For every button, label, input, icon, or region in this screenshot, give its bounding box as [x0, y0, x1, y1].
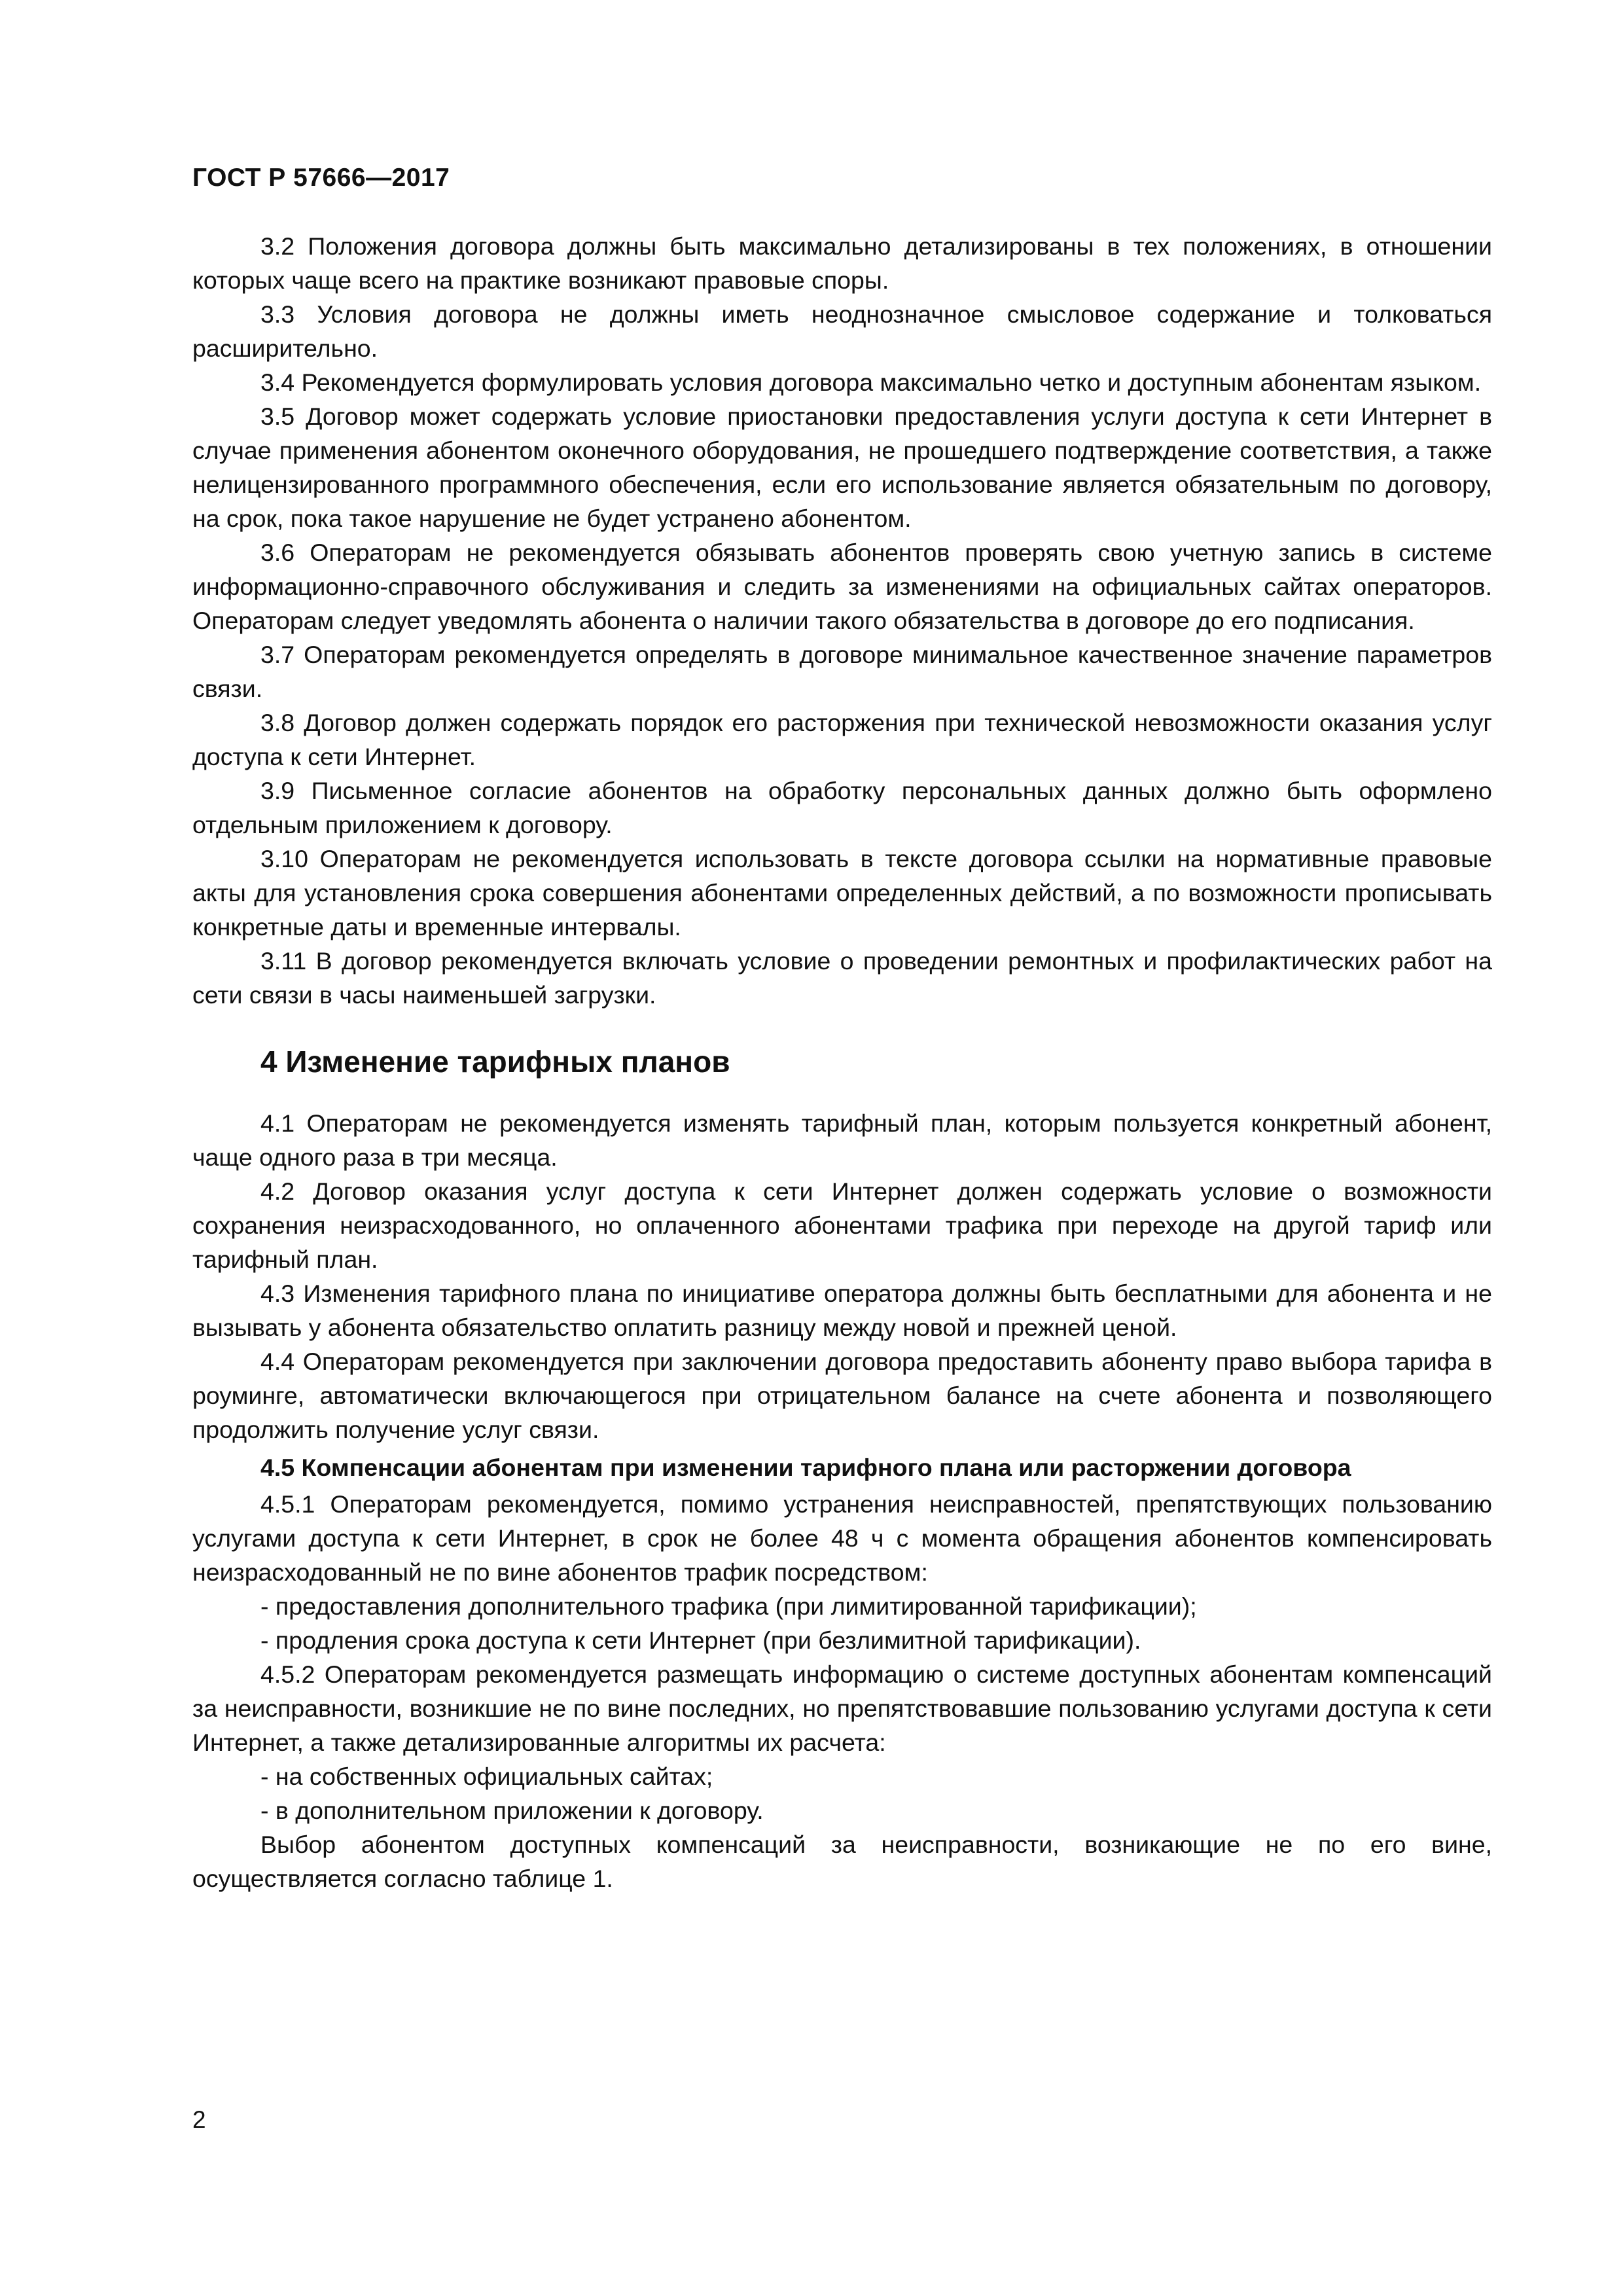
section-4-title: 4 Изменение тарифных планов — [260, 1045, 730, 1079]
standard-code-header: ГОСТ Р 57666—2017 — [192, 164, 450, 192]
paragraph-compensation-choice: Выбор абонентом доступных компенсаций за неисправности, возникающие не по его вине, осуществляется согласно таблице 1. — [192, 1831, 1492, 1892]
paragraph-3-7: 3.7 Операторам рекомендуется определять в договоре минимальное качественное значение параметров связи. — [192, 641, 1492, 702]
list-item: - продления срока доступа к сети Интернет (при безлимитной тарификации). — [260, 1626, 1141, 1654]
list-item: - предоставления дополнительного трафика (при лимитированной тарификации); — [260, 1592, 1197, 1620]
list-item: - на собственных официальных сайтах; — [260, 1763, 713, 1790]
paragraph-4-1: 4.1 Операторам не рекомендуется изменять тарифный план, которым пользуется конкретный абонент, чаще одного раза в три месяца. — [192, 1109, 1492, 1171]
paragraph-3-11: 3.11 В договор рекомендуется включать условие о проведении ремонтных и профилактических работ на сети связи в часы наименьшей загрузки. — [192, 947, 1492, 1009]
paragraph-3-3: 3.3 Условия договора не должны иметь неоднозначное смысловое содержание и толковаться расширительно. — [192, 300, 1492, 362]
list-item: - в дополнительном приложении к договору. — [260, 1797, 764, 1824]
paragraph-3-9: 3.9 Письменное согласие абонентов на обработку персональных данных должно быть оформлено отдельным приложением к договору. — [192, 777, 1492, 838]
paragraph-4-4: 4.4 Операторам рекомендуется при заключении договора предоставить абоненту право выбора тарифа в роуминге, автоматически включающегося при отрицательном балансе на счете абонента и позволяющего продолжить получение услуг связи. — [192, 1348, 1492, 1443]
paragraph-3-5: 3.5 Договор может содержать условие приостановки предоставления услуги доступа к сети Интернет в случае применения абонентом оконечного оборудования, не прошедшего подтверждение соответствия, а также нелицензированного программного обеспечения, если его использование является обязательным по договору, на срок, пока такое нарушение не будет устранено абонентом. — [192, 403, 1492, 532]
page-number: 2 — [192, 2106, 206, 2133]
paragraph-3-10: 3.10 Операторам не рекомендуется использовать в тексте договора ссылки на нормативные правовые акты для установления срока совершения абонентами определенных действий, а по возможности прописывать конкретные даты и временные интервалы. — [192, 845, 1492, 941]
paragraph-4-5-2: 4.5.2 Операторам рекомендуется размещать информацию о системе доступных абонентам компенсаций за неисправности, возникшие не по вине последних, но препятствовавшие пользованию услугами доступа к сети Интернет, а также детализированные алгоритмы их расчета: — [192, 1660, 1492, 1756]
paragraph-4-2: 4.2 Договор оказания услуг доступа к сети Интернет должен содержать условие о возможности сохранения неизрасходованного, но оплаченного абонентами трафика при переходе на другой тариф или тарифный план. — [192, 1177, 1492, 1273]
subsection-4-5-title: 4.5 Компенсации абонентам при изменении тарифного плана или расторжении договора — [260, 1454, 1351, 1481]
paragraph-3-4: 3.4 Рекомендуется формулировать условия договора максимально четко и доступным абонентам языком. — [260, 368, 1482, 396]
paragraph-3-2: 3.2 Положения договора должны быть максимально детализированы в тех положениях, в отношении которых чаще всего на практике возникают правовые споры. — [192, 232, 1492, 294]
paragraph-4-5-1: 4.5.1 Операторам рекомендуется, помимо устранения неисправностей, препятствующих пользованию услугами доступа к сети Интернет, в срок не более 48 ч с момента обращения абонентов компенсировать неизрасходованный не по вине абонентов трафик посредством: — [192, 1490, 1492, 1586]
document-body — [192, 229, 1492, 1895]
paragraph-3-6: 3.6 Операторам не рекомендуется обязывать абонентов проверять свою учетную запись в системе информационно-справочного обслуживания и следить за изменениями на официальных сайтах операторов. Операторам следует уведомлять абонента о наличии такого обязательства в договоре до его подписания. — [192, 539, 1492, 634]
paragraph-4-3: 4.3 Изменения тарифного плана по инициативе оператора должны быть бесплатными для абонента и не вызывать у абонента обязательство оплатить разницу между новой и прежней ценой. — [192, 1280, 1492, 1341]
paragraph-3-8: 3.8 Договор должен содержать порядок его расторжения при технической невозможности оказания услуг доступа к сети Интернет. — [192, 709, 1492, 770]
